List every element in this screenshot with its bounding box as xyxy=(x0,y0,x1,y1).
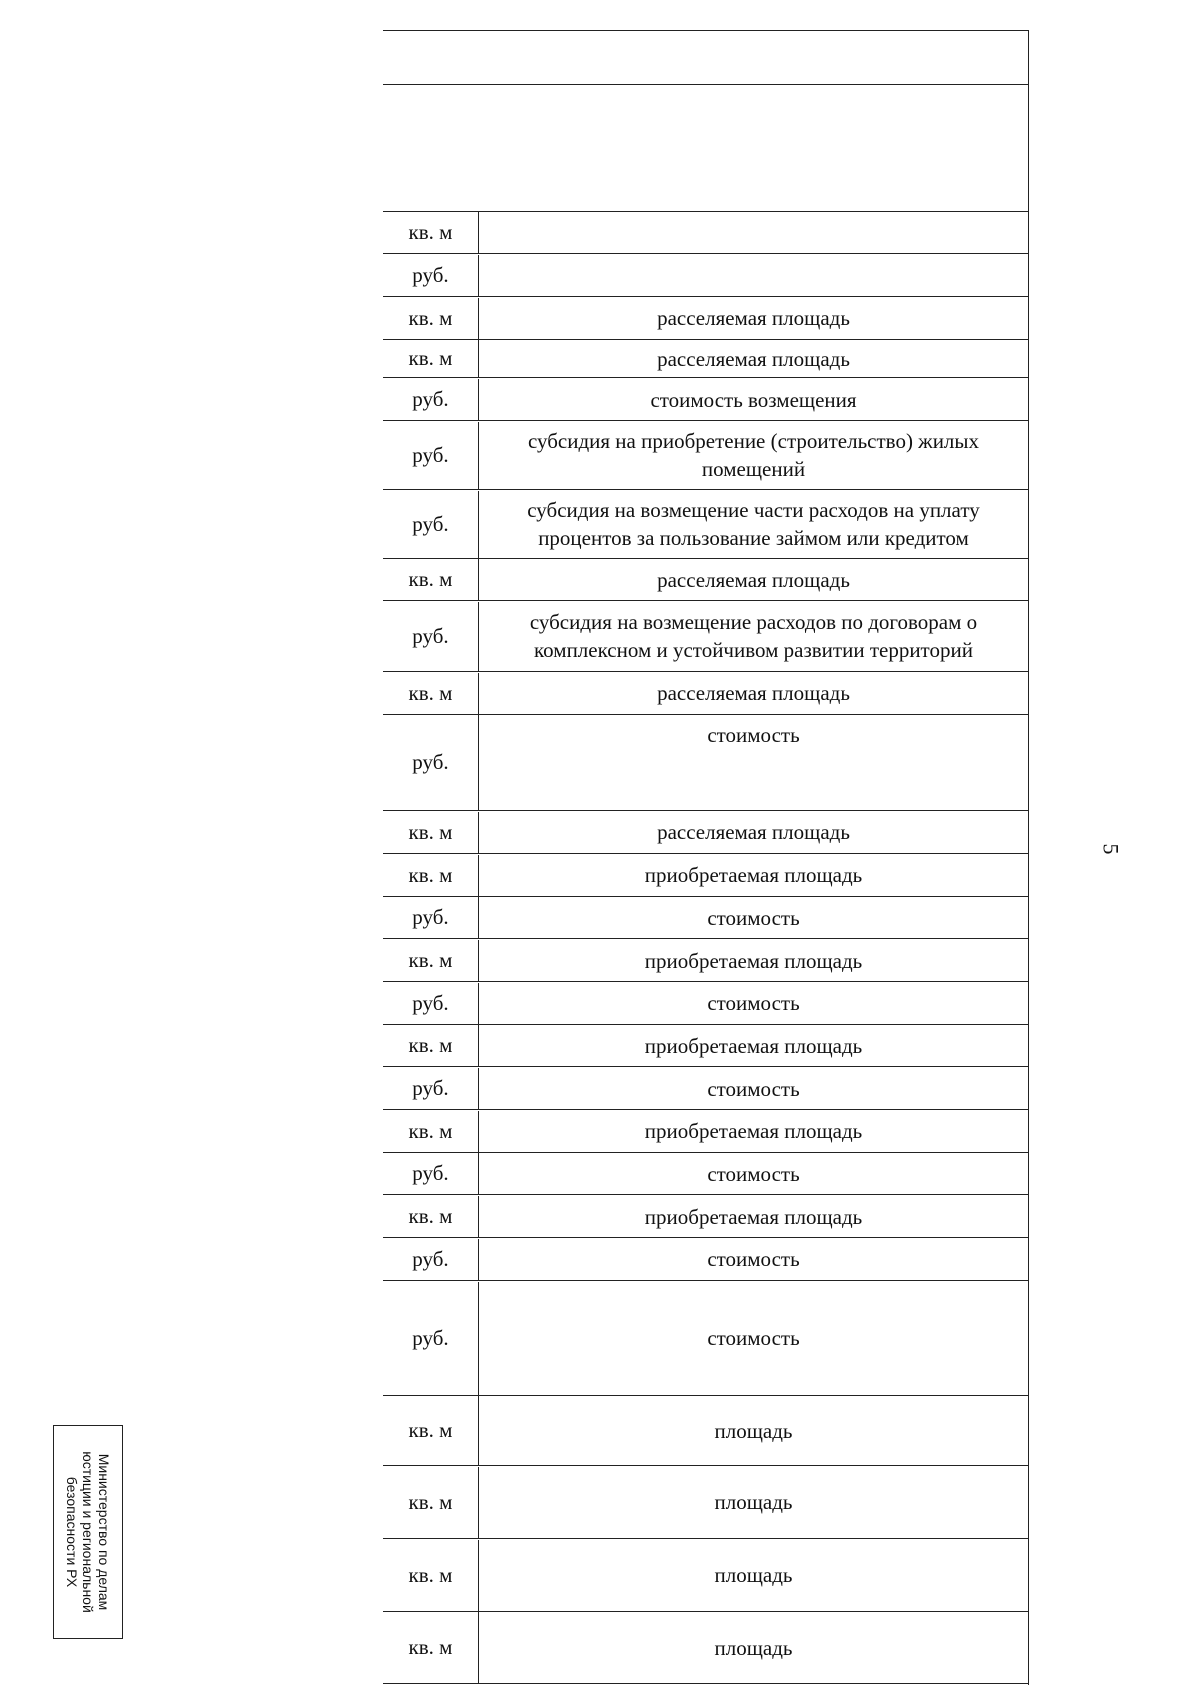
description-cell: стоимость возмещения xyxy=(479,379,1028,421)
unit-cell: руб. xyxy=(383,1282,479,1396)
unit-cell: руб. xyxy=(383,422,479,490)
description-cell: субсидия на возмещение расходов по договорам о комплексном и устойчивом развитии территорий xyxy=(479,602,1028,672)
document-table xyxy=(383,30,1029,1685)
unit-cell: кв. м xyxy=(383,1467,479,1539)
description-cell: субсидия на возмещение части расходов на уплату процентов за пользование займом или кредитом xyxy=(479,491,1028,559)
unit-cell: кв. м xyxy=(383,1540,479,1612)
description-cell: субсидия на приобретение (строительство) жилых помещений xyxy=(479,422,1028,490)
description-cell: приобретаемая площадь xyxy=(479,940,1028,982)
description-cell: расселяемая площадь xyxy=(479,812,1028,854)
description-cell: стоимость xyxy=(479,1153,1028,1195)
unit-cell: кв. м xyxy=(383,812,479,854)
unit-cell: кв. м xyxy=(383,1396,479,1466)
unit-cell: руб. xyxy=(383,983,479,1025)
unit-cell: кв. м xyxy=(383,212,479,254)
unit-cell: кв. м xyxy=(383,1196,479,1238)
description-cell: площадь xyxy=(479,1396,1028,1466)
description-cell: стоимость xyxy=(479,1282,1028,1396)
stamp-line: безопасности РХ xyxy=(64,1476,80,1588)
stamp-line: Министерство по делам xyxy=(96,1453,112,1611)
description-cell: расселяемая площадь xyxy=(479,340,1028,378)
unit-cell: руб. xyxy=(383,715,479,811)
ministry-stamp xyxy=(53,1425,123,1639)
unit-cell: кв. м xyxy=(383,1025,479,1067)
unit-cell: кв. м xyxy=(383,340,479,378)
description-cell: приобретаемая площадь xyxy=(479,1025,1028,1067)
unit-cell: кв. м xyxy=(383,673,479,715)
unit-cell: руб. xyxy=(383,491,479,559)
unit-cell: руб. xyxy=(383,1068,479,1110)
unit-cell: руб. xyxy=(383,255,479,297)
description-cell: площадь xyxy=(479,1467,1028,1539)
unit-cell: кв. м xyxy=(383,940,479,982)
description-cell: расселяемая площадь xyxy=(479,559,1028,601)
unit-cell: кв. м xyxy=(383,1111,479,1153)
description-cell: приобретаемая площадь xyxy=(479,1196,1028,1238)
description-cell xyxy=(479,212,1028,254)
description-cell: стоимость xyxy=(479,715,1028,811)
description-cell: расселяемая площадь xyxy=(479,298,1028,340)
description-cell: стоимость xyxy=(479,897,1028,939)
description-cell: стоимость xyxy=(479,1239,1028,1281)
description-cell: стоимость xyxy=(479,1068,1028,1110)
unit-cell: руб. xyxy=(383,602,479,672)
description-cell xyxy=(479,255,1028,297)
page-number: 5 xyxy=(1098,843,1124,855)
header-row-empty xyxy=(383,31,1028,85)
unit-cell: кв. м xyxy=(383,855,479,897)
description-cell: приобретаемая площадь xyxy=(479,1111,1028,1153)
description-cell: приобретаемая площадь xyxy=(479,855,1028,897)
description-cell: площадь xyxy=(479,1612,1028,1684)
unit-cell: руб. xyxy=(383,1239,479,1281)
description-cell: площадь xyxy=(479,1540,1028,1612)
unit-cell: кв. м xyxy=(383,559,479,601)
header-row-blank xyxy=(383,86,1028,212)
unit-cell: руб. xyxy=(383,897,479,939)
stamp-text xyxy=(64,1425,112,1639)
unit-cell: кв. м xyxy=(383,1612,479,1684)
unit-cell: кв. м xyxy=(383,298,479,340)
description-cell: стоимость xyxy=(479,983,1028,1025)
description-cell: расселяемая площадь xyxy=(479,673,1028,715)
unit-cell: руб. xyxy=(383,1153,479,1195)
stamp-line: юстиции и региональной xyxy=(80,1451,96,1613)
unit-cell: руб. xyxy=(383,379,479,421)
